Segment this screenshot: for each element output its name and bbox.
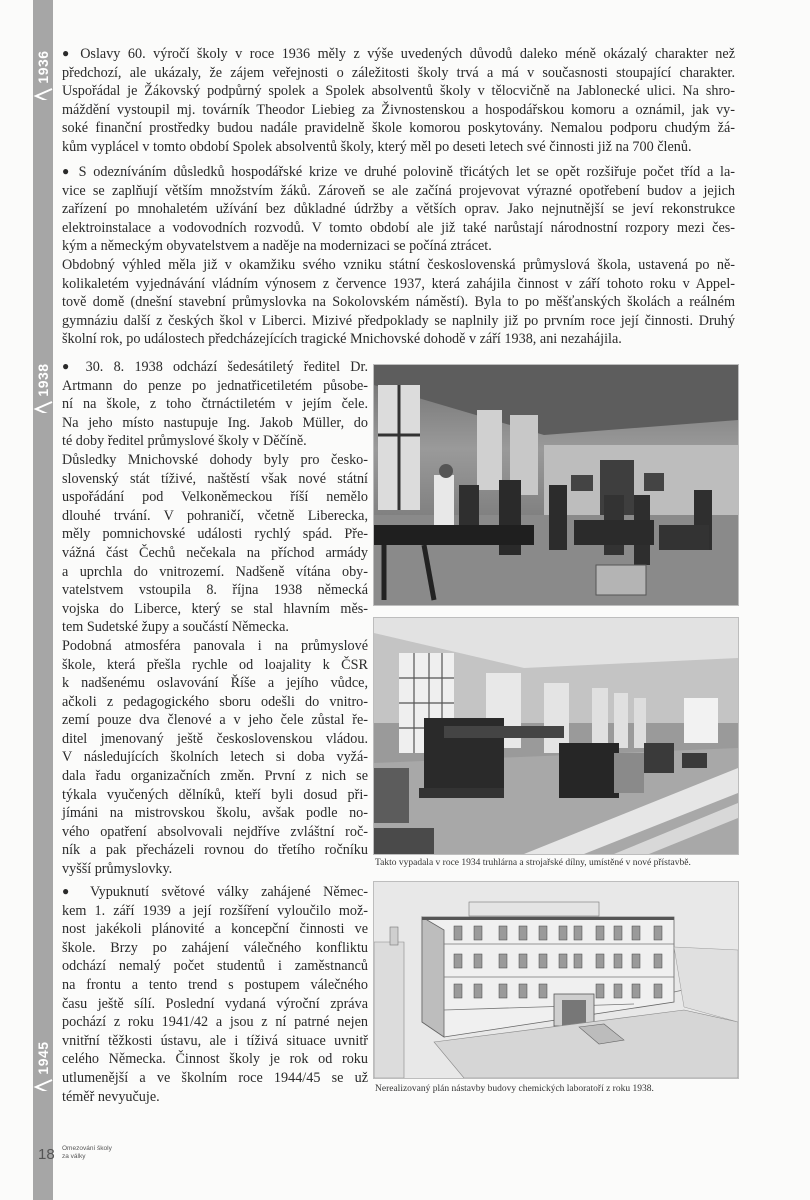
window-mark [559,954,567,968]
text-line [62,563,368,582]
text-line [62,656,368,675]
text-line [62,395,368,414]
window-mark [614,984,622,998]
text-line-content: měly pomnichovské události rychlý spád. Pře- [62,526,368,543]
text-line [62,182,735,201]
caption-building-plan: Nerealizovaný plán nástavby budovy chemických laboratoří z roku 1938. [375,1084,654,1094]
text-line [62,841,368,860]
paragraph-1936 [62,45,735,157]
window-mark [654,926,662,940]
text-line [62,581,368,600]
bullet-icon: ● [62,359,86,373]
text-line [62,377,368,396]
text-line [62,275,735,294]
text-line-content: Na jeho místo nastupuje Ing. Jakob Müller, do [62,414,368,431]
window-mark [559,926,567,940]
window-mark [454,984,462,998]
window-mark [539,954,547,968]
text-line-content: vnitřní těžkosti ústavu, ale i tíživá situace uvnitř [62,1032,368,1049]
text-line-content: vojska do Liberce, který se stal hlavním měs- [62,600,368,617]
text-line [62,544,368,563]
year-label: 1945 [35,1041,51,1075]
text-line-content: Oslavy 60. výročí školy v roce 1936 měly z výše uvedených důvodů daleko méně okázalý charakter než [80,46,735,62]
text-line [62,119,735,138]
text-line-content: utlumenější a ve školním roce 1944/45 se už [62,1069,368,1086]
text-line [62,995,368,1014]
year-marker-1936 [33,44,53,90]
machine-workshop-photo [373,617,739,855]
text-line [62,414,368,433]
text-line-content: tově domě (dnešní stavební průmyslovka na Sokolovském náměstí). Byla to po měšťanských školách a reálném [62,294,735,311]
text-line [62,1069,368,1088]
window-mark [474,954,482,968]
window-mark [499,984,507,998]
text-line-content: vatelstvem vstoupila 8. října 1938 německá [62,582,368,599]
year-label: 1938 [35,363,51,397]
text-line [62,711,368,730]
chevron-left-icon [33,1079,53,1091]
text-line [62,312,735,331]
window-mark [654,984,662,998]
text-line [62,432,368,451]
window-mark [519,984,527,998]
text-line [62,237,735,256]
window-mark [539,926,547,940]
text-line [62,82,735,101]
chapter-title-line: Omezování školy [62,1145,112,1152]
text-line [62,64,735,83]
text-line [62,786,368,805]
text-line [62,138,735,157]
paragraph-crisis [62,163,735,349]
text-line-content: elektroinstalace a vodovodních rozvodů. V tomto období ale již také narůstají národnostní rozpory mezi čes- [62,219,735,236]
text-line [62,45,735,64]
window-mark [499,926,507,940]
text-line-content: času ještě sílí. Poslední vydaná výroční zpráva [62,995,368,1012]
text-line-content: škole, která přešla rychle od loajality k ČSR [62,656,368,673]
text-line-content: S odezníváním důsledků hospodářské krize ve druhé polovině třicátých let se opět rozšiřuje počet tříd a la- [78,164,735,180]
window-mark [632,984,640,998]
text-line-content: Uspořádal je Žákovský podpůrný spolek a Spolek absolventů školy v tělocvičně na Jablonecké ulici. Na shro- [62,83,735,100]
window-mark [474,926,482,940]
year-marker-1938 [33,357,53,403]
text-line [62,939,368,958]
text-line-content: na frontu a tento trend s postupem válečného [62,976,368,993]
text-line [62,1013,368,1032]
text-line [62,976,368,995]
chapter-title-line: za války [62,1153,86,1160]
text-line-content: zařízení po mnohaletém užívání bez důkladné údržby a větších oprav. Jako nejnutnější se jeví rekonstrukce [62,201,735,218]
text-line [62,860,368,879]
bullet-icon: ● [62,164,79,178]
text-line [62,804,368,823]
text-line-content: kům vyplácel v tomto období Spolek absolventů školy, který měl po deseti letech své činnosti již na 700 členů. [62,138,692,155]
text-line [62,883,368,902]
text-line [62,507,368,526]
text-line-content: máždění vystoupil mj. továrník Theodor Liebieg za Živnostenskou a hospodářskou komoru a oznámil, jak vy- [62,101,735,118]
text-line [62,823,368,842]
text-line-content: a uprchla do vnitrozemí. Nadšeně vítána oby- [62,563,368,580]
text-line [62,902,368,921]
text-line-content: V následujících školních letech si doba vyžá- [62,749,368,766]
text-line [62,748,368,767]
text-line [62,293,735,312]
text-line [62,957,368,976]
text-line-content: dala řadu organizačních změn. První z nich se [62,768,368,785]
text-line-content: soké finanční prostředky budou nadále pravidelně škole komorou poskytovány. Nemalou podporu chudým žá- [62,120,735,137]
text-line-content: tem Sudetské župy a součástí Německa. [62,619,289,636]
text-line [62,1088,368,1107]
text-line-content: celého Německa. Činnost školy je rok od roku [62,1051,368,1068]
window-mark [454,954,462,968]
text-line-content: ní na škole, z toho čtrnáctiletém v jejím čele. [62,396,368,413]
text-line-content: Artmann do penze po jednatřicetiletém působe- [62,377,368,394]
text-line [62,451,368,470]
text-line-content: vice se zaplňují větším množstvím žáků. Zároveň se ale začíná projevovat výrazné opotřebení budov a jejich [62,182,735,199]
text-line-content: Vypuknutí světové války zahájené Němec- [89,884,368,900]
text-line-content: ačkoli z pedagogického sboru odešli do vnitro- [62,693,368,710]
text-line-content: slovenský stát tíživé, naštěstí však nové státní [62,470,368,487]
text-line-content: škole. Brzy po zahájení válečného konfliktu [62,939,368,956]
window-mark [519,926,527,940]
window-mark [596,926,604,940]
text-line-content: uspořádání pod Velkoněmeckou říší nemělo [62,489,368,506]
text-line-content: Důsledky Mnichovské dohody byly pro česko- [62,451,368,468]
text-line-content: týkala vyučených dělníků, kteří byli dosud při- [62,786,368,803]
year-marker-1945 [33,1035,53,1081]
text-line-content: 30. 8. 1938 odchází šedesátiletý ředitel Dr. [85,359,368,375]
window-mark [632,954,640,968]
window-mark [654,954,662,968]
text-line-content: vážná část Čechů nečekala na příchod armády [62,544,368,561]
window-mark [499,954,507,968]
bullet-icon: ● [62,884,90,898]
text-line [62,470,368,489]
text-line-content: ník a pak přecházeli rovnou do třetího ročníku [62,842,368,859]
chevron-left-icon [33,401,53,413]
window-mark [519,954,527,968]
text-line [62,693,368,712]
text-line-content: k nadšenému oslavování Říše a jejího vůdce, [62,675,368,692]
text-line [62,618,368,637]
building-plan-drawing [373,881,739,1079]
window-mark [596,954,604,968]
text-line-content: školní rok, po událostech předcházejících tragické Mnichovské dohodě v září 1938, ani nezahájila. [62,331,622,348]
text-line [62,200,735,219]
text-line [62,488,368,507]
text-line [62,920,368,939]
caption-workshops: Takto vypadala v roce 1934 truhlárna a strojařské dílny, umístěné v nové přístavbě. [375,858,691,868]
page-number: 18 [38,1146,55,1163]
window-mark [474,984,482,998]
text-line [62,767,368,786]
chevron-left-icon [33,88,53,100]
text-line-content: kem 1. září 1939 a její rozšíření vyloučilo mož- [62,902,368,919]
paragraph-1938 [62,358,368,879]
window-mark [539,984,547,998]
text-line-content: dlouhé trvání. V pohraničí, včetně Liberecka, [62,507,368,524]
window-mark [454,926,462,940]
bullet-icon: ● [62,46,81,60]
text-line [62,674,368,693]
text-line-content: téměř nevyučuje. [62,1088,160,1105]
text-line [62,330,735,349]
woodworking-workshop-photo [373,364,739,606]
text-line [62,101,735,120]
window-mark [614,954,622,968]
text-line-content: zemí pouze dva členové a v jeho čele zůstal ře- [62,712,368,729]
text-line [62,358,368,377]
text-line [62,163,735,182]
text-line-content: jímáni na mistrovskou školu, avšak podle no- [62,805,368,822]
window-mark [574,954,582,968]
text-line-content: předchozí, ale ukázaly, že zájem veřejnosti o záležitosti školy trvá a má v současnosti stoupající charakter. [62,64,735,81]
text-line-content: pochází z roku 1941/42 a jsou z ní patrné nejen [62,1014,368,1031]
text-line-content: kolikaletém vyjednávání vládním výnosem z července 1937, která zahájila činnost v září tohoto roku v Appel- [62,275,735,292]
window-mark [632,926,640,940]
year-label: 1936 [35,50,51,84]
text-line [62,730,368,749]
text-line [62,1032,368,1051]
text-line-content: té doby ředitel průmyslové školy v Děčíně. [62,433,307,450]
paragraph-1939 [62,883,368,1106]
text-line-content: ditel jmenovaný ještě československou vládou. [62,730,368,747]
text-line [62,1050,368,1069]
text-line-content: gymnáziu další z českých škol v Liberci. Mizivé předpoklady se naplnily již po prvním roce její činnosti. Druhý [62,312,735,329]
window-mark [614,926,622,940]
text-line [62,525,368,544]
timeline-band [33,0,53,1200]
text-line-content: vyšší průmyslovky. [62,861,173,878]
window-mark [574,926,582,940]
text-line [62,637,368,656]
text-line-content: Podobná atmosféra panovala i na průmyslové [62,637,368,654]
text-line-content: nost jakékoli plánovité a koncepční činnosti ve [62,921,368,938]
window-mark [596,984,604,998]
text-line-content: kým a německým obyvatelstvem a naděje na modernizaci se počíná ztrácet. [62,238,492,255]
text-line [62,256,735,275]
text-line-content: vého opatření absolvovali nejdříve zvláštní roč- [62,823,368,840]
chapter-title [62,1145,122,1161]
text-line-content: Obdobný výhled měla již v okamžiku svého vzniku státní československá průmyslová škola, ustavená po ně- [62,256,735,273]
text-line-content: odchází nemalý počet studentů i zaměstnanců [62,958,368,975]
text-line [62,219,735,238]
text-line [62,600,368,619]
